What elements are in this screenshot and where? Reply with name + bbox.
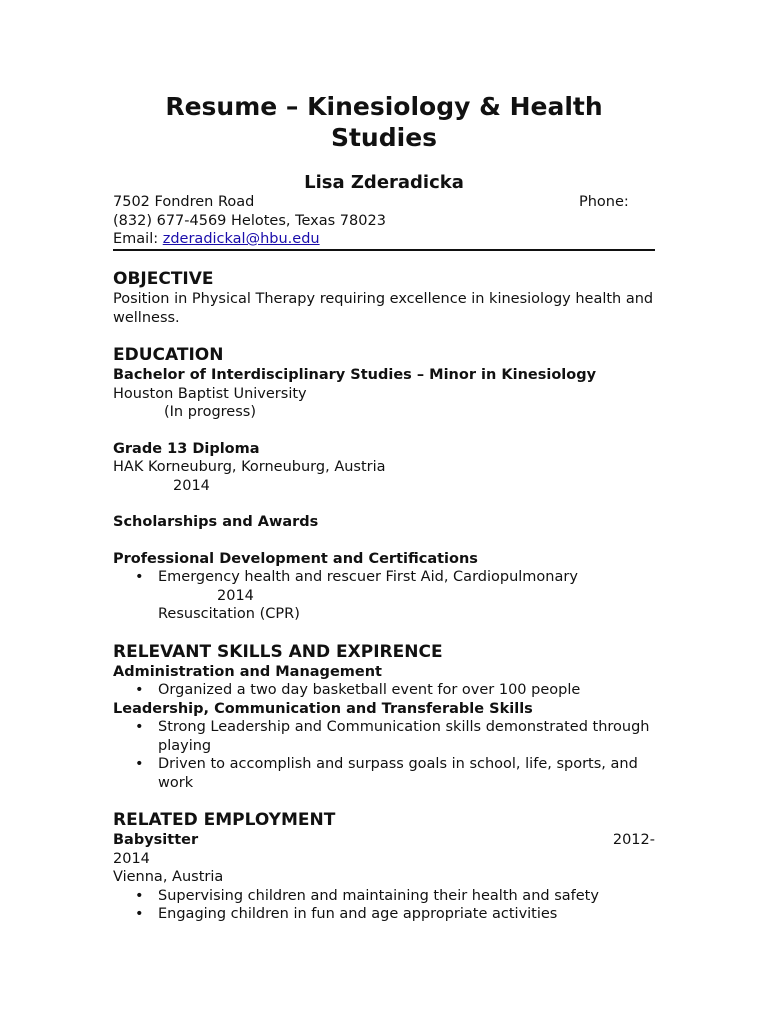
job-duties-list [113, 887, 655, 924]
job-years-end: 2014 [113, 850, 150, 867]
list-item: • Driven to accomplish and surpass goals in school, life, sports, and work [135, 756, 638, 791]
pd-item-line-1: Emergency health and rescuer First Aid, Cardiopulmonary [158, 569, 578, 585]
employment-heading: RELATED EMPLOYMENT [113, 810, 336, 830]
header-divider [113, 249, 655, 251]
skills-section [113, 642, 655, 793]
email-label: Email: [113, 231, 159, 247]
phone-line [113, 212, 655, 231]
degree-2-year: 2014 [173, 477, 210, 494]
employment-section [113, 810, 655, 924]
address-line [113, 193, 655, 212]
degree-1: Bachelor of Interdisciplinary Studies – Minor in Kinesiology [113, 367, 597, 383]
job-years-start: 2012- [612, 832, 655, 848]
list-item: • Emergency health and rescuer First Aid, Cardiopulmonary [135, 569, 578, 585]
pd-list [113, 568, 655, 587]
education-heading: EDUCATION [113, 345, 224, 365]
list-item: • Strong Leadership and Communication skills demonstrated through playing [135, 719, 650, 754]
objective-text: Position in Physical Therapy requiring excellence in kinesiology health and wellness. [113, 291, 654, 326]
resume-title: Resume – Kinesiology & Health Studies [165, 92, 603, 152]
job-title-row [113, 831, 655, 850]
skills-heading: RELEVANT SKILLS AND EXPIRENCE [113, 641, 443, 662]
school-2: HAK Korneuburg, Korneuburg, Austria [113, 459, 386, 475]
pd-item-year: 2014 [217, 587, 254, 604]
email-link[interactable]: zderadickal@hbu.edu [162, 231, 320, 247]
school-1: Houston Baptist University [113, 385, 307, 402]
pd-item-line-2: Resuscitation (CPR) [158, 606, 300, 622]
resume-body [113, 269, 655, 924]
phone-label: Phone: [579, 194, 629, 210]
list-item: • Supervising children and maintaining their health and safety [135, 887, 599, 904]
job-location: Vienna, Austria [113, 869, 224, 885]
awards-heading: Scholarships and Awards [113, 514, 319, 530]
address: 7502 Fondren Road [113, 194, 255, 210]
email-line [113, 230, 655, 249]
phone-and-city: (832) 677-4569 Helotes, Texas 78023 [113, 212, 386, 229]
list-item: • Engaging children in fun and age appropriate activities [135, 906, 558, 922]
admin-list [113, 681, 655, 700]
skills-sub-admin: Administration and Management [113, 663, 382, 680]
degree-1-status: (In progress) [164, 404, 256, 420]
objective-section [113, 269, 655, 327]
contact-block [113, 193, 655, 249]
candidate-name: Lisa Zderadicka [304, 172, 464, 193]
job-title: Babysitter [113, 832, 199, 848]
pd-heading: Professional Development and Certifications [113, 550, 478, 567]
objective-heading: OBJECTIVE [113, 269, 214, 289]
skills-sub-leadership: Leadership, Communication and Transferable Skills [113, 700, 533, 717]
list-item: • Organized a two day basketball event for over 100 people [135, 682, 581, 698]
education-section [113, 345, 655, 624]
degree-2: Grade 13 Diploma [113, 440, 260, 457]
leadership-list [113, 718, 655, 792]
